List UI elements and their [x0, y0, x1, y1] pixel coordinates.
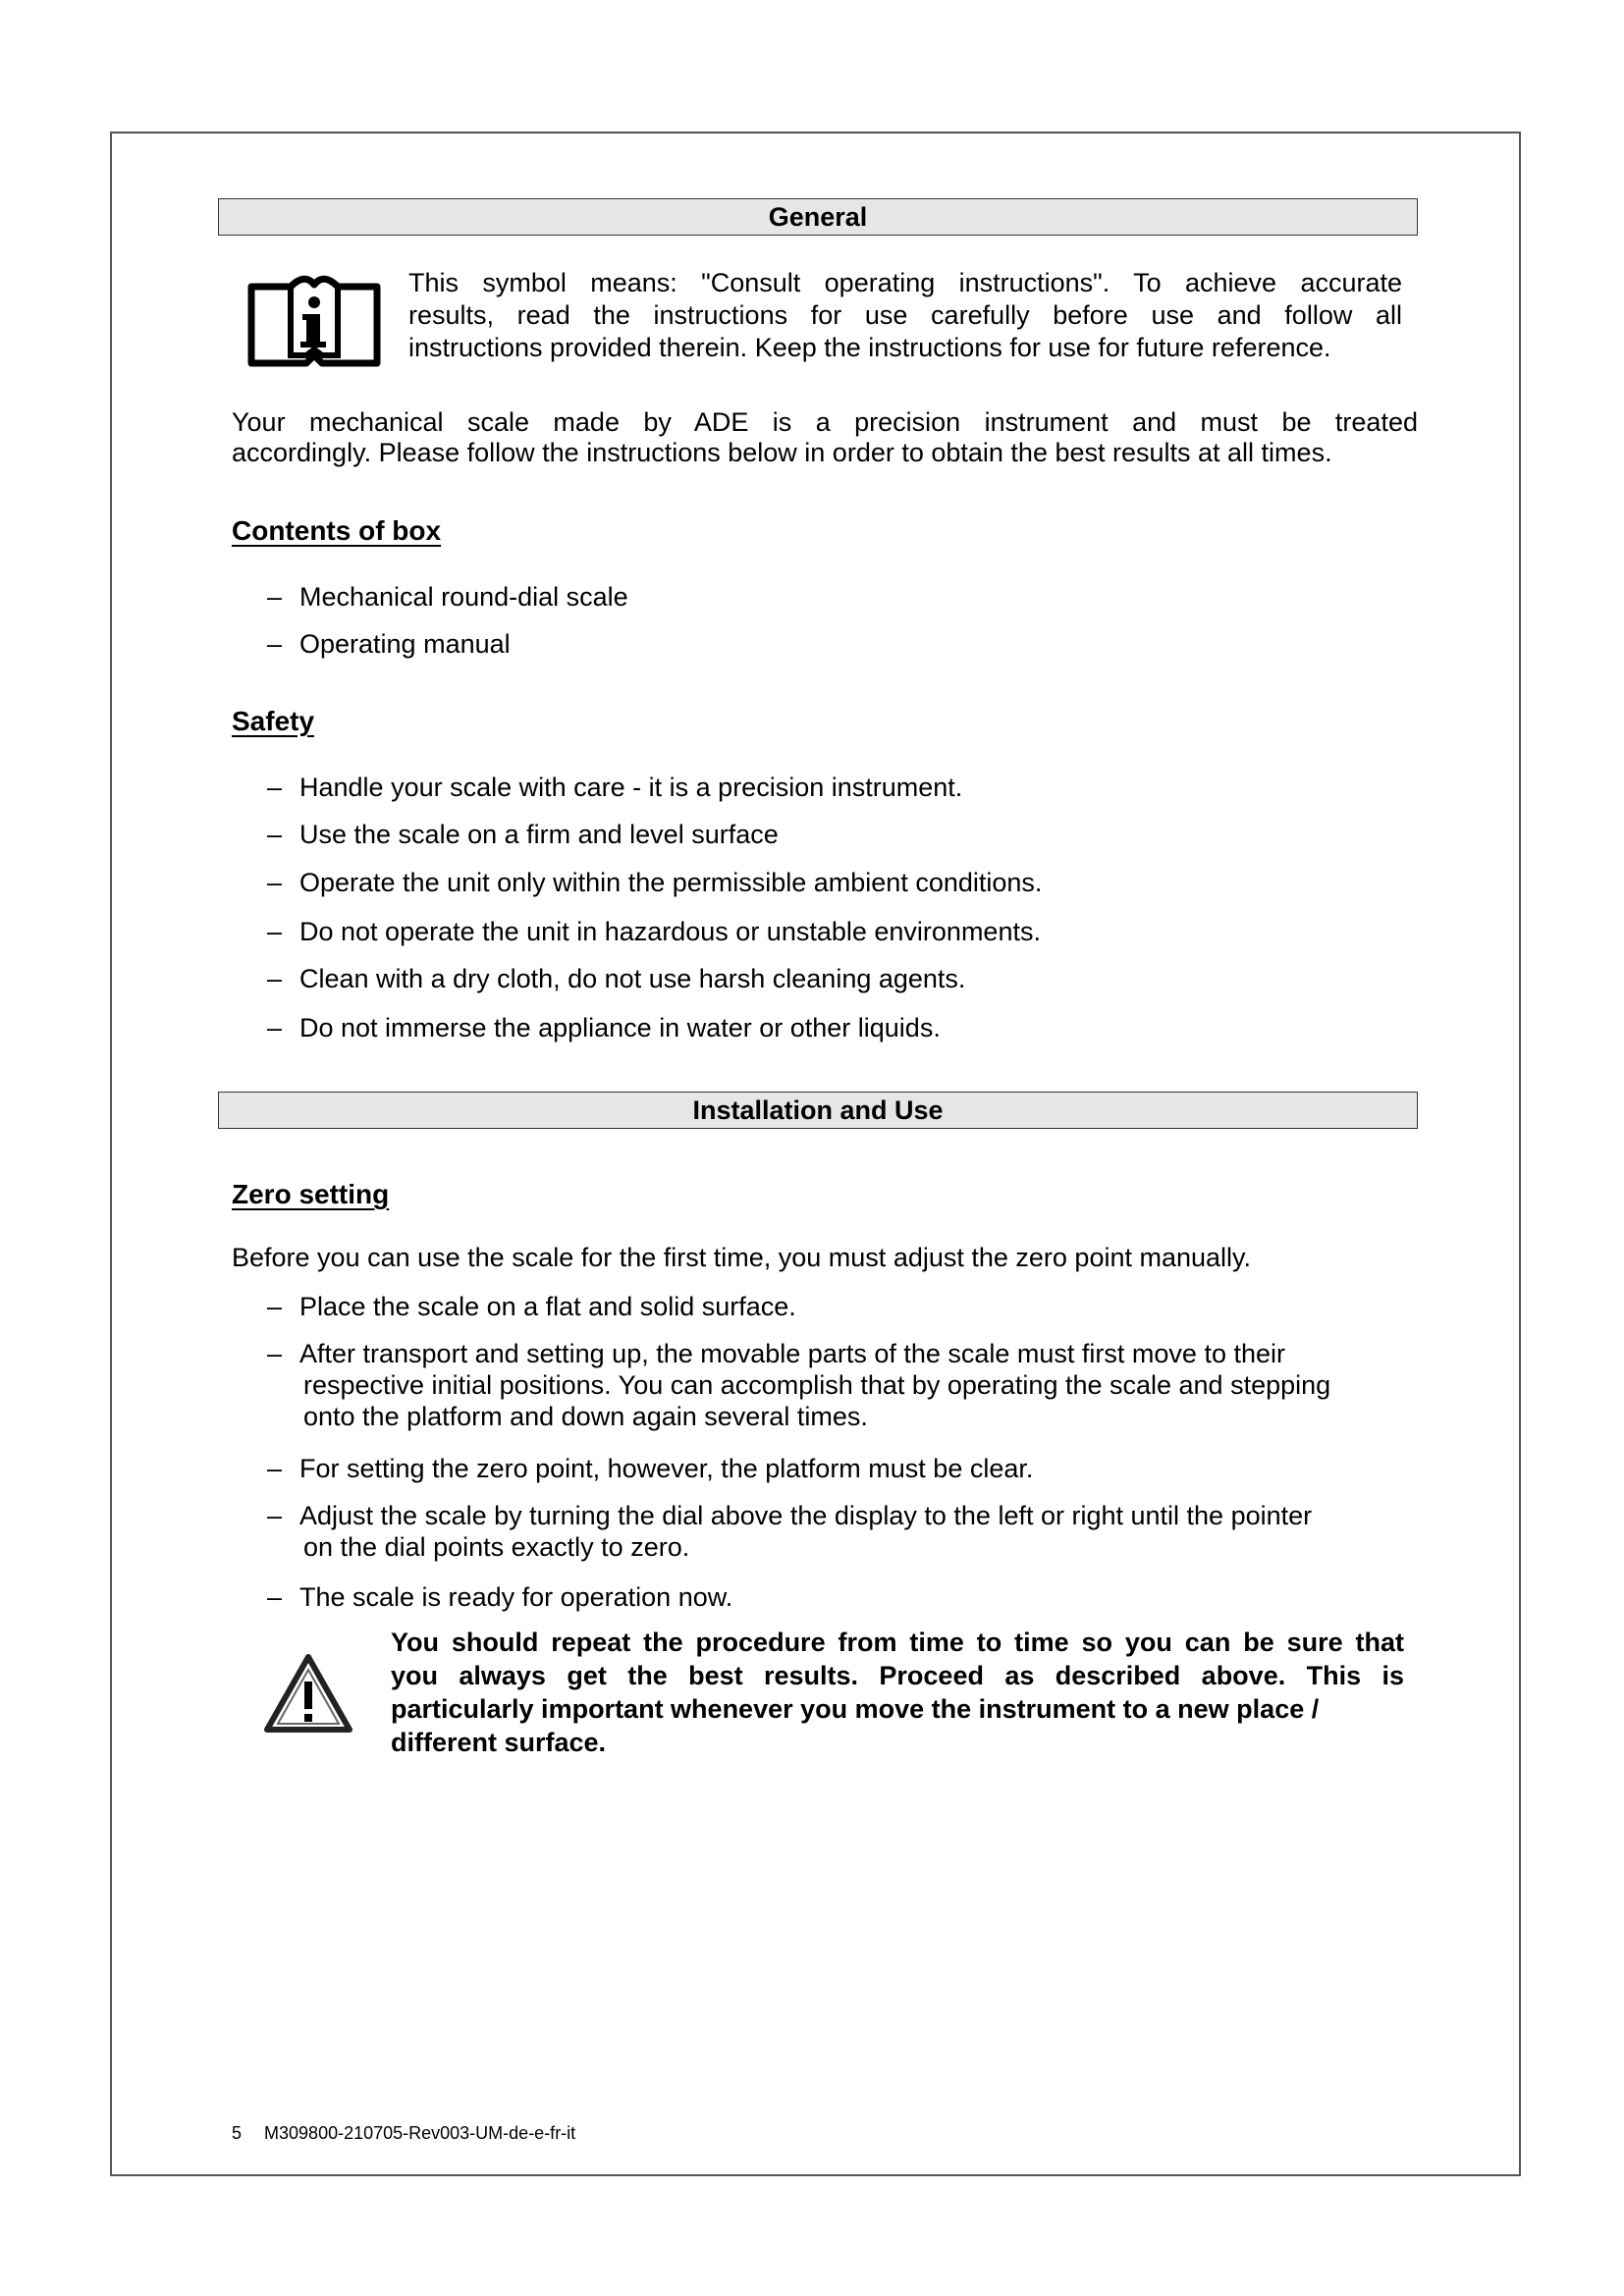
section-header-installation: Installation and Use [218, 1092, 1418, 1129]
list-item: – Place the scale on a flat and solid surface. [267, 1292, 796, 1321]
list-item: – Operating manual [267, 629, 511, 659]
zero-intro: Before you can use the scale for the first time, you must adjust the zero point manually. [232, 1243, 1252, 1272]
warning-text: You should repeat the procedure from time to time so you can be sure that you always get the best results. Proceed as described above. This is particularly important whenever you move the instrument to a new place / different surface. [391, 1628, 1404, 1757]
intro-text: This symbol means: "Consult operating instructions". To achieve accurate results, read the instructions for use carefully before use and follow all instructions provided therein. Keep the instructions for use for future reference. [408, 268, 1402, 362]
safety-heading: Safety [232, 706, 315, 736]
warning-triangle-icon [263, 1652, 353, 1735]
section-header-general: General [218, 198, 1418, 236]
list-item: – Do not immerse the appliance in water or other liquids. [267, 1013, 941, 1042]
list-item: – Use the scale on a firm and level surface [267, 820, 779, 849]
list-item: – Handle your scale with care - it is a precision instrument. [267, 773, 963, 802]
page-number: 5 [232, 2123, 243, 2143]
list-item: – After transport and setting up, the movable parts of the scale must first move to their respective initial positions. You can accomplish that by operating the scale and stepping onto the platform and down again several times. [267, 1339, 1331, 1431]
list-item: – Operate the unit only within the permissible ambient conditions. [267, 868, 1043, 897]
zero-setting-heading: Zero setting [232, 1179, 390, 1209]
page-footer [232, 2123, 575, 2144]
list-item: – Mechanical round-dial scale [267, 582, 628, 612]
list-item: – Do not operate the unit in hazardous or unstable environments. [267, 917, 1041, 946]
general-paragraph: Your mechanical scale made by ADE is a precision instrument and must be treated accordingly. Please follow the instructions below in order to obtain the best results at all times. [232, 407, 1418, 467]
book-info-icon [247, 273, 381, 369]
list-item: – Adjust the scale by turning the dial above the display to the left or right until the pointer on the dial points exactly to zero. [267, 1501, 1313, 1562]
list-item: – The scale is ready for operation now. [267, 1582, 733, 1612]
contents-heading: Contents of box [232, 515, 442, 546]
list-item: – Clean with a dry cloth, do not use harsh cleaning agents. [267, 964, 966, 993]
document-id: M309800-210705-Rev003-UM-de-e-fr-it [264, 2123, 576, 2143]
list-item: – For setting the zero point, however, the platform must be clear. [267, 1454, 1034, 1483]
